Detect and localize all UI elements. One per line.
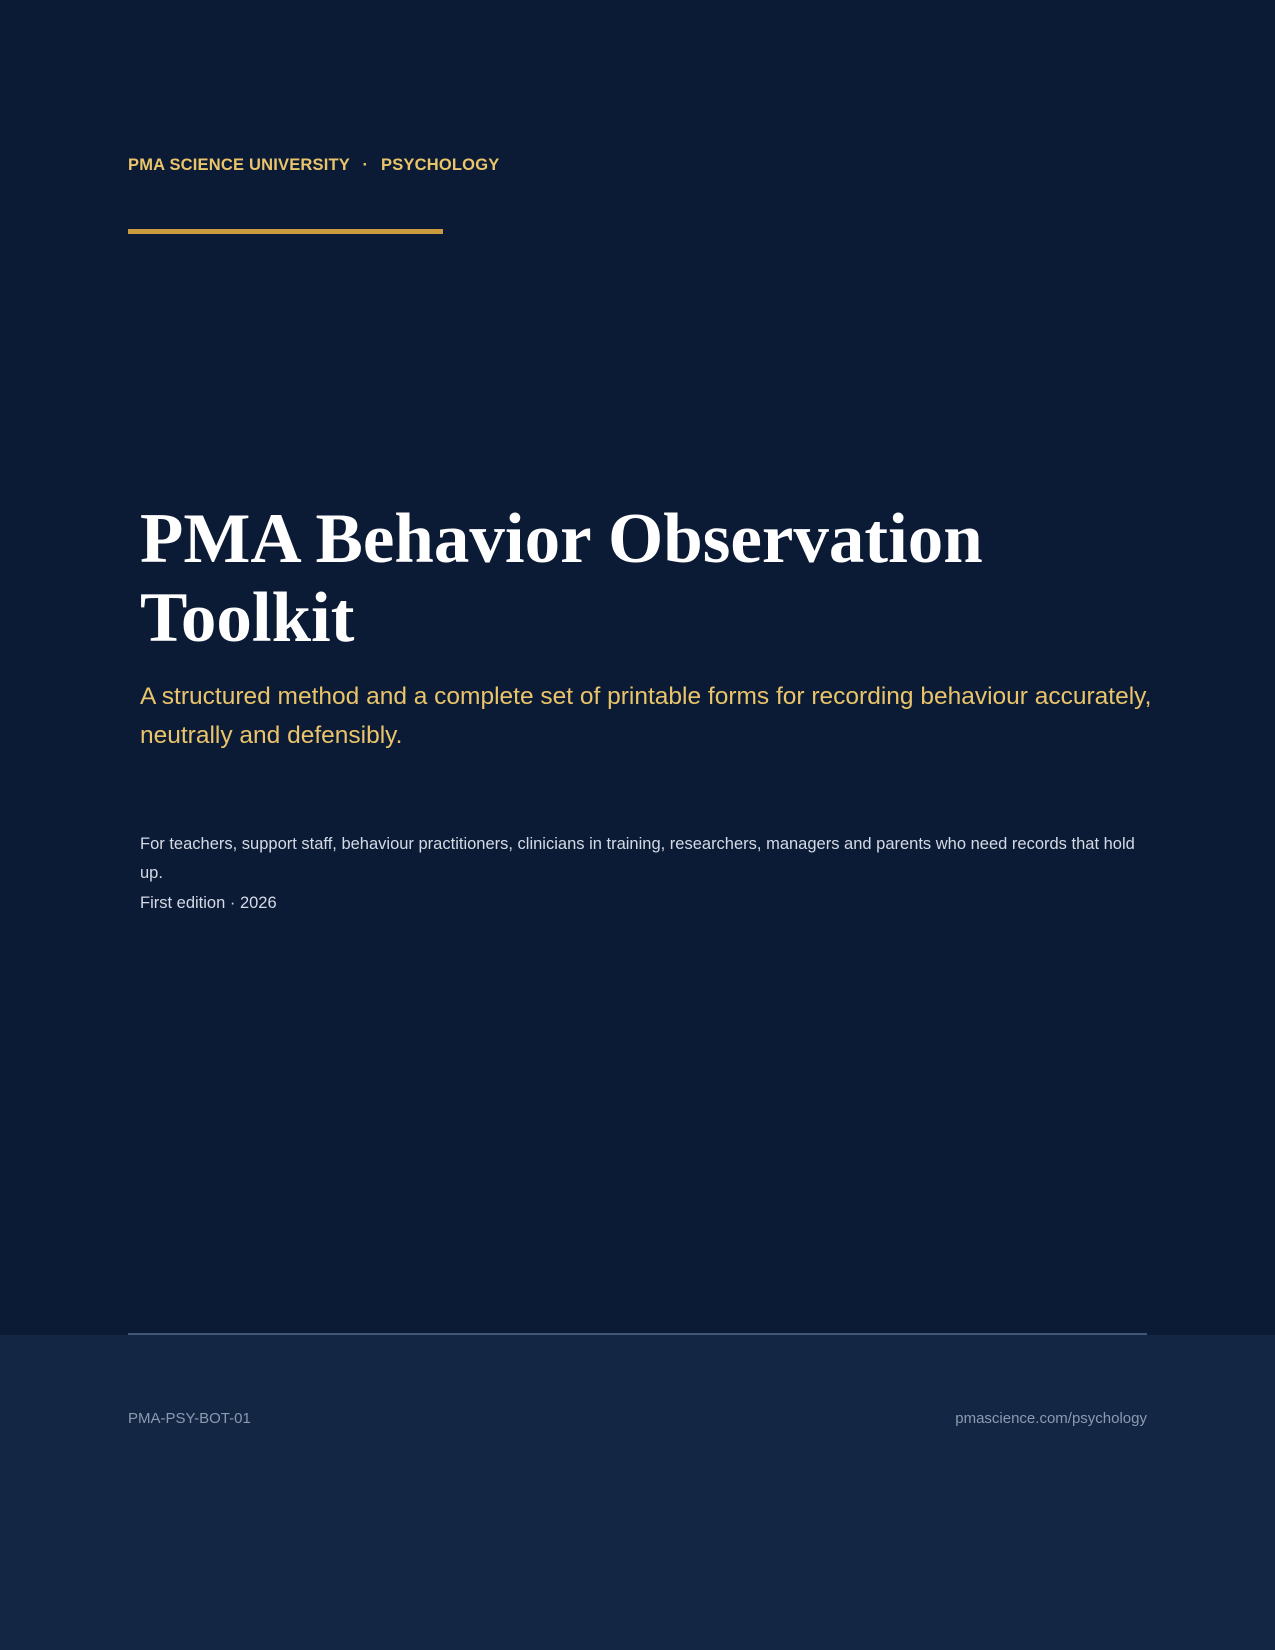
footer-band	[0, 1335, 1275, 1650]
page-subtitle: A structured method and a complete set of printable forms for recording behaviour accurately, neutrally and defensibly.	[140, 683, 1152, 749]
page-title: PMA Behavior Observation Toolkit	[140, 500, 983, 657]
accent-bar	[128, 229, 443, 234]
footer-divider	[128, 1333, 1147, 1335]
department-name: PSYCHOLOGY	[381, 156, 500, 174]
header-separator: ·	[362, 156, 369, 174]
audience-statement: For teachers, support staff, behaviour practitioners, clinicians in training, researchers, managers and parents who need records that hold up.	[140, 835, 1135, 882]
document-code: PMA-PSY-BOT-01	[128, 1410, 251, 1427]
edition-info: First edition · 2026	[140, 894, 277, 912]
institution-name: PMA SCIENCE UNIVERSITY	[128, 156, 350, 174]
website-link[interactable]: pmascience.com/psychology	[955, 1410, 1147, 1427]
institution-header	[128, 155, 499, 175]
